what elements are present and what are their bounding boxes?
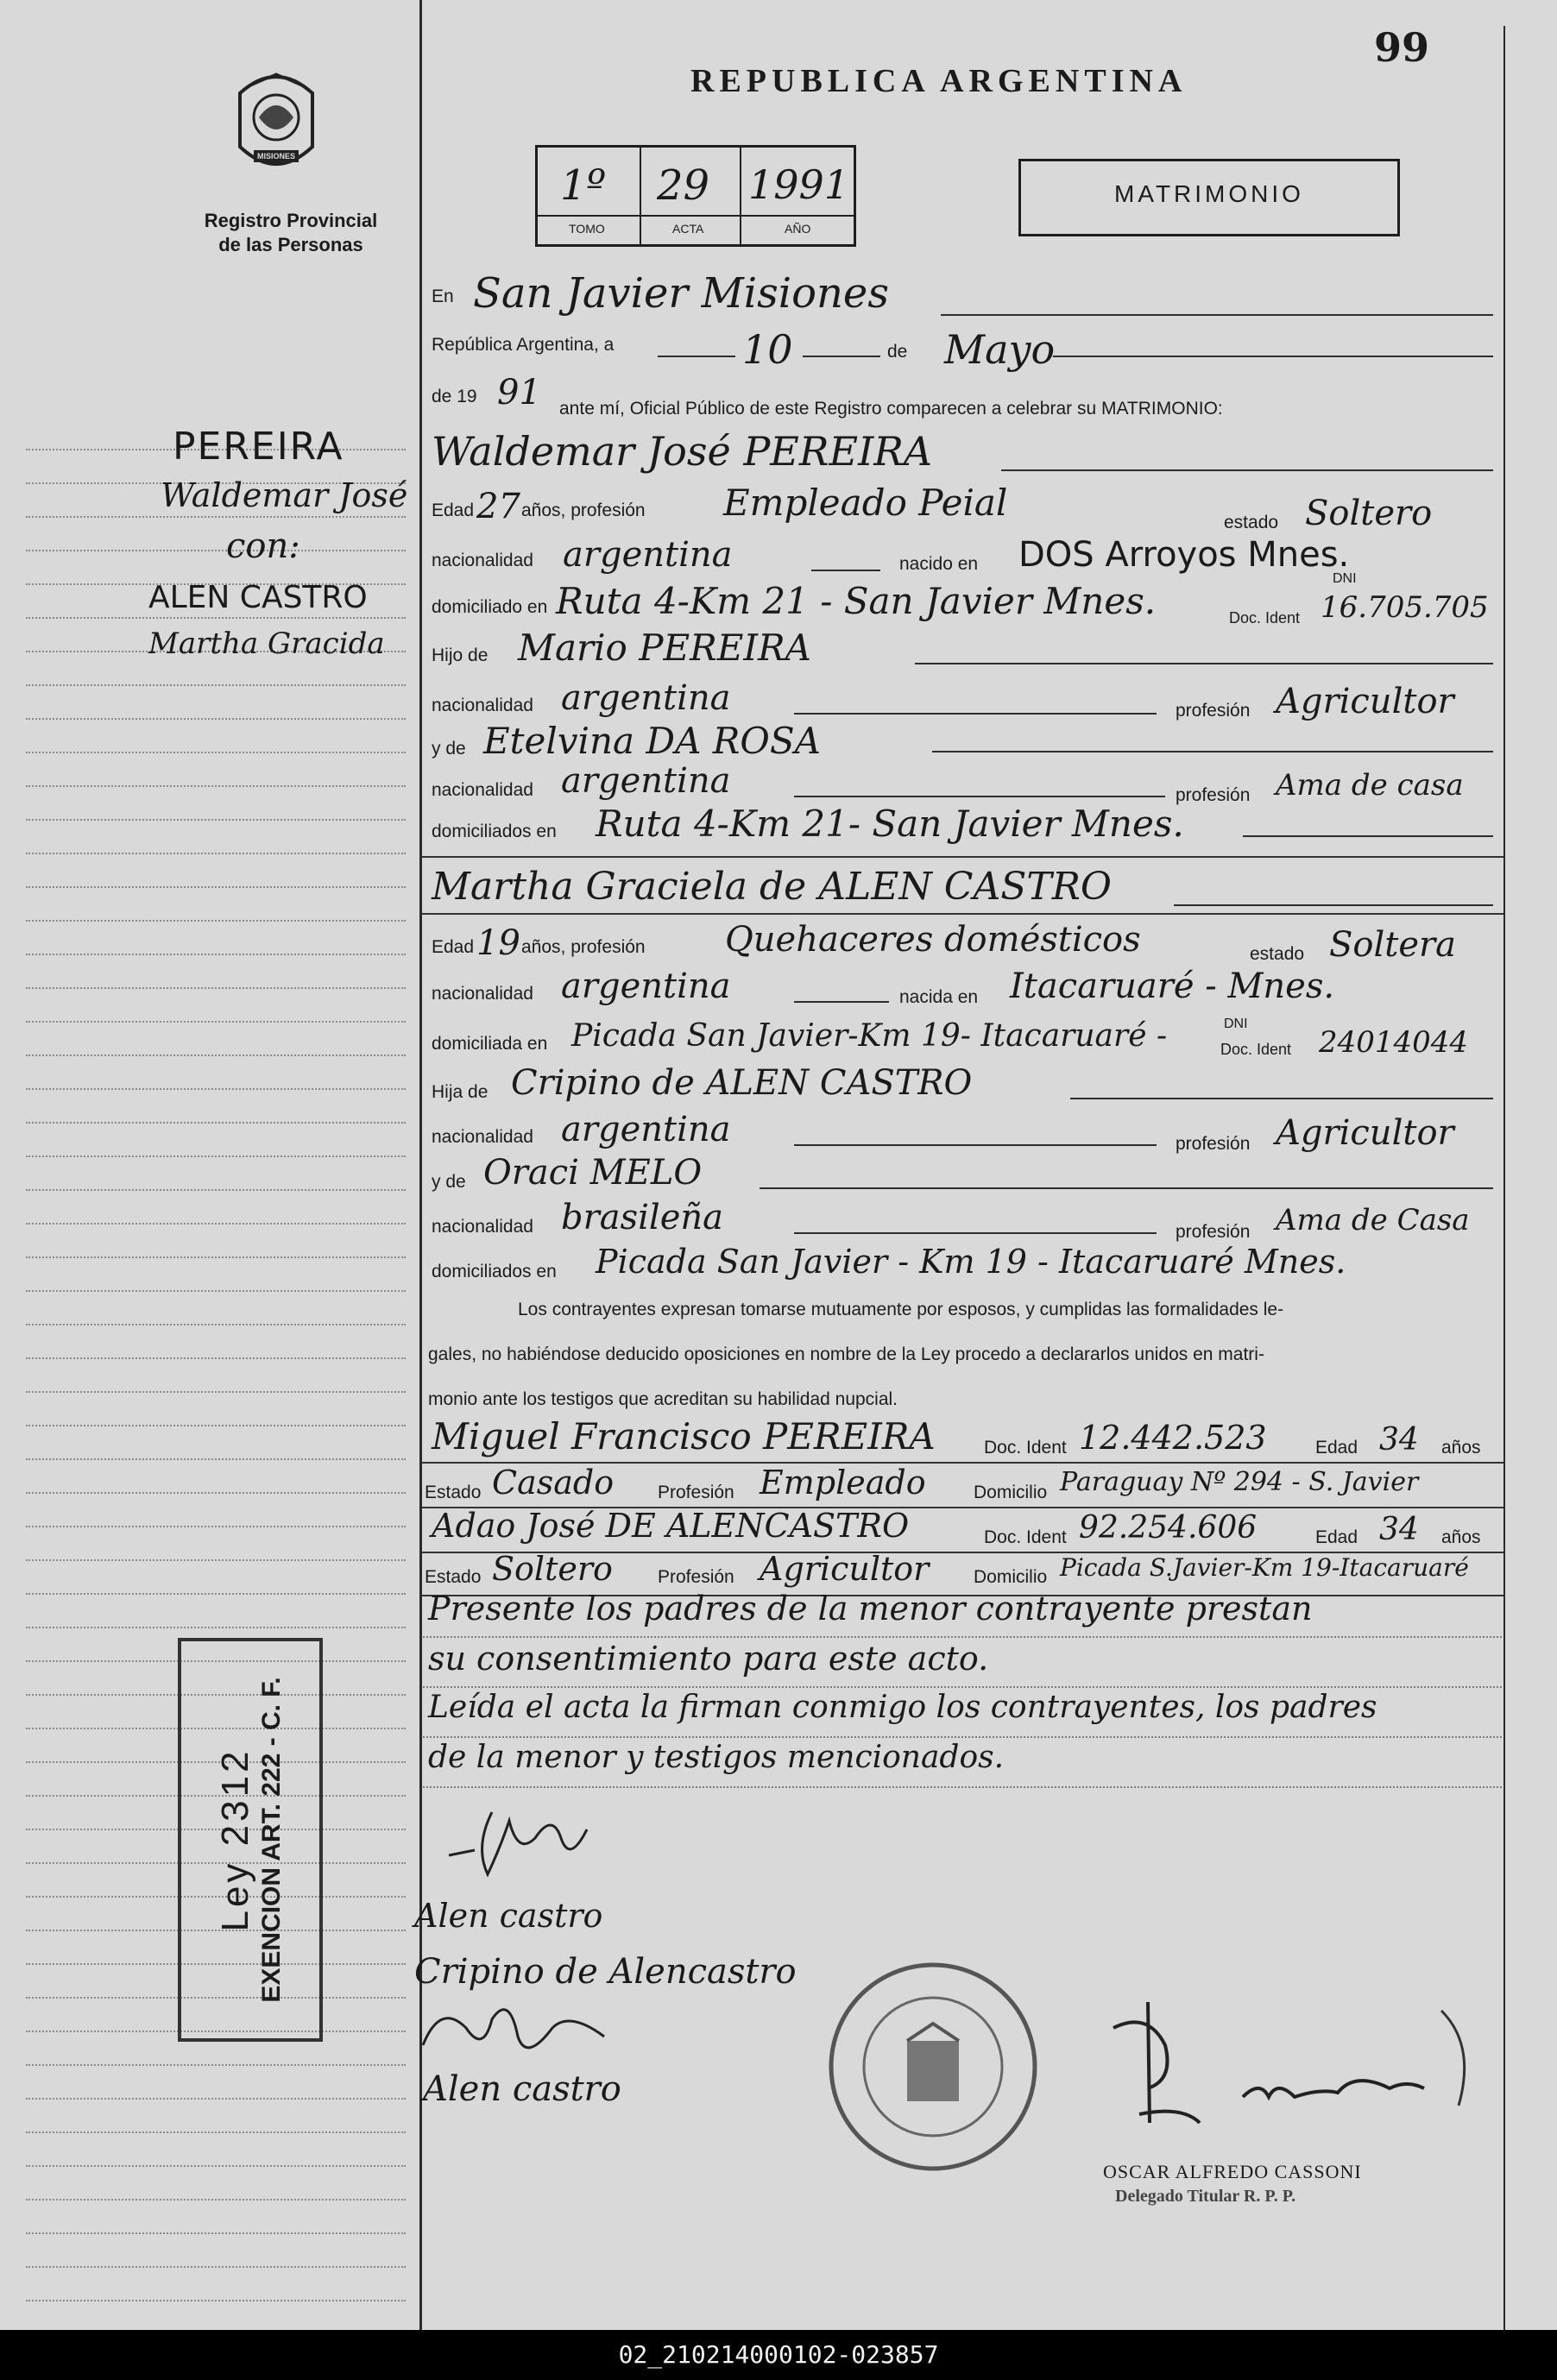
- groom-mother: Etelvina DA ROSA: [483, 720, 821, 762]
- right-border: [1503, 26, 1505, 2330]
- margin-rule: [26, 1391, 406, 1393]
- declaration-line-3: monio ante los testigos que acreditan su habilidad nupcial.: [428, 1389, 898, 1409]
- witness2-estado-label: Estado: [425, 1567, 482, 1587]
- witness1-dom-label: Domicilio: [974, 1483, 1048, 1502]
- acta-label: ACTA: [672, 222, 704, 236]
- margin-rule: [26, 1492, 406, 1494]
- groom-doc-number: 16.705.705: [1321, 590, 1489, 625]
- signature-bride: Alen castro: [414, 1897, 603, 1935]
- witness1-prof-label: Profesión: [658, 1483, 734, 1502]
- page-number: 99: [1374, 24, 1430, 71]
- witness1-anos-label: años: [1441, 1438, 1481, 1458]
- acta-value: 29: [657, 161, 710, 210]
- margin-rule: [26, 1021, 406, 1023]
- groom-yde-label: y de: [432, 739, 466, 759]
- groom-name: Waldemar José PEREIRA: [432, 428, 933, 475]
- margin-rule: [26, 886, 406, 888]
- margin-rule: [26, 2098, 406, 2100]
- witness2-dom-label: Domicilio: [974, 1567, 1048, 1587]
- groom-father-prof-label: profesión: [1176, 701, 1251, 721]
- bride-edad-label: Edad: [432, 937, 475, 957]
- bride-parents-address: Picada San Javier - Km 19 - Itacaruaré Mnes.: [596, 1243, 1346, 1281]
- groom-dom-label: domiciliado en: [432, 597, 548, 617]
- official-name: OSCAR ALFREDO CASSONI: [1103, 2161, 1362, 2182]
- groom-father-nat: argentina: [561, 678, 731, 718]
- margin-rule: [26, 718, 406, 720]
- witness2-anos-label: años: [1441, 1527, 1481, 1547]
- bride-mother-prof: Ama de Casa: [1276, 1203, 1470, 1237]
- bride-father-nat-label: nacionalidad: [432, 1127, 533, 1147]
- bride-parents-dom-label: domiciliados en: [432, 1262, 557, 1281]
- margin-rule: [26, 1559, 406, 1561]
- body-rule: [423, 1636, 1502, 1638]
- groom-parents-address: Ruta 4-Km 21- San Javier Mnes.: [596, 803, 1184, 845]
- official-round-seal: [825, 1959, 1041, 2179]
- body-rule: [423, 1686, 1502, 1688]
- official-signature: [1096, 1993, 1502, 2153]
- witness1-edad-label: Edad: [1315, 1438, 1358, 1458]
- tomo-value: 1º: [560, 161, 607, 210]
- groom-estado: Soltero: [1305, 494, 1433, 533]
- bride-name: Martha Graciela de ALEN CASTRO: [432, 865, 1112, 909]
- groom-doc-label: Doc. Ident: [1229, 609, 1301, 626]
- bride-mother-prof-label: profesión: [1176, 1222, 1251, 1242]
- intro-statement: ante mí, Oficial Público de este Registro comparecen a celebrar su MATRIMONIO:: [559, 399, 1223, 419]
- margin-rule: [26, 550, 406, 551]
- groom-mother-nat: argentina: [561, 761, 731, 801]
- exemption-stamp: [178, 1638, 323, 2042]
- notes-line-2: su consentimiento para este acto.: [428, 1640, 989, 1678]
- marriage-year: 91: [497, 373, 541, 412]
- bride-doc-number: 24014044: [1319, 1025, 1469, 1060]
- groom-age: 27: [476, 487, 520, 526]
- margin-rule: [26, 1189, 406, 1191]
- witness2-address: Picada S.Javier-Km 19-Itacaruaré: [1060, 1553, 1469, 1582]
- witness1-address: Paraguay Nº 294 - S. Javier: [1060, 1467, 1419, 1497]
- label-en: En: [432, 286, 454, 306]
- margin-rule: [26, 987, 406, 989]
- groom-anos-label: años, profesión: [521, 501, 646, 520]
- margin-rule: [26, 1088, 406, 1090]
- margin-rule: [26, 1223, 406, 1225]
- margin-rule: [26, 1055, 406, 1056]
- margin-rule: [26, 2300, 406, 2301]
- groom-mother-nat-label: nacionalidad: [432, 780, 533, 800]
- groom-father-prof: Agricultor: [1276, 682, 1454, 721]
- bride-estado-label: estado: [1250, 944, 1305, 964]
- country-title: REPUBLICA ARGENTINA: [690, 63, 1188, 99]
- margin-rule: [26, 1256, 406, 1258]
- witness2-estado: Soltero: [492, 1550, 613, 1588]
- bride-nac-label: nacionalidad: [432, 984, 533, 1004]
- bride-dom-label: domiciliada en: [432, 1034, 548, 1054]
- marriage-month: Mayo: [944, 326, 1056, 373]
- groom-nacido-label: nacido en: [899, 554, 979, 574]
- witness1-doc-label: Doc. Ident: [984, 1438, 1067, 1458]
- stamp-line-1: Ley 2312: [214, 1747, 256, 1932]
- bride-profession: Quehaceres domésticos: [725, 920, 1141, 960]
- margin-rule: [26, 954, 406, 955]
- registry-name: Registro Provincial de las Personas: [204, 210, 378, 255]
- witness2-prof-label: Profesión: [658, 1567, 734, 1587]
- margin-rule: [26, 516, 406, 518]
- label-year-prefix: de 19: [432, 387, 477, 406]
- body-rule: [423, 1736, 1502, 1738]
- marriage-place: San Javier Misiones: [473, 269, 889, 318]
- record-type: MATRIMONIO: [1114, 180, 1304, 207]
- bride-father-prof: Agricultor: [1276, 1113, 1454, 1153]
- margin-rule: [26, 819, 406, 821]
- bride-father-prof-label: profesión: [1176, 1134, 1251, 1154]
- margin-rule: [26, 2165, 406, 2167]
- margin-rule: [26, 1155, 406, 1157]
- body-rule: [423, 1786, 1502, 1788]
- margin-rule: [26, 752, 406, 753]
- margin-con: con:: [226, 526, 300, 566]
- margin-rule: [26, 1290, 406, 1292]
- bride-father-nat: argentina: [561, 1110, 731, 1149]
- groom-address: Ruta 4-Km 21 - San Javier Mnes.: [556, 580, 1157, 622]
- bride-nationality: argentina: [561, 966, 731, 1006]
- signature-groom: [440, 1795, 596, 1894]
- bride-address: Picada San Javier-Km 19- Itacaruaré -: [571, 1018, 1168, 1054]
- ano-value: 1991: [748, 161, 850, 208]
- registry-seal-logo: [231, 67, 321, 181]
- witness1-estado-label: Estado: [425, 1483, 482, 1502]
- bride-mother-nat-label: nacionalidad: [432, 1217, 533, 1237]
- groom-hijo-label: Hijo de: [432, 645, 489, 665]
- margin-rule: [26, 1122, 406, 1124]
- groom-doc-type: DNI: [1333, 571, 1357, 586]
- bride-doc-label: Doc. Ident: [1220, 1041, 1292, 1058]
- label-republica: República Argentina, a: [432, 335, 615, 355]
- bride-birthplace: Itacaruaré - Mnes.: [1010, 966, 1335, 1006]
- witness1-estado: Casado: [492, 1464, 615, 1502]
- official-title: Delegado Titular R. P. P.: [1115, 2187, 1296, 2206]
- bride-age: 19: [476, 923, 520, 963]
- marriage-day: 10: [742, 326, 793, 373]
- signature-bride-father: Cripino de Alencastro: [414, 1952, 797, 1992]
- groom-father-nat-label: nacionalidad: [432, 696, 533, 715]
- record-type-box: [1018, 159, 1400, 236]
- witness2-age: 34: [1379, 1512, 1419, 1547]
- groom-mother-prof-label: profesión: [1176, 785, 1251, 805]
- margin-rule: [26, 1593, 406, 1595]
- margin-rule: [26, 2266, 406, 2268]
- notes-line-4: de la menor y testigos mencionados.: [428, 1740, 1005, 1775]
- margin-surname: PEREIRA: [173, 425, 344, 469]
- witness1-profession: Empleado: [760, 1464, 926, 1502]
- bride-hija-label: Hija de: [432, 1082, 489, 1102]
- bride-father: Cripino de ALEN CASTRO: [511, 1063, 973, 1103]
- margin-rule: [26, 1425, 406, 1426]
- witness2-doc: 92.254.606: [1079, 1510, 1258, 1546]
- margin-rule: [26, 1324, 406, 1325]
- margin-rule: [26, 684, 406, 686]
- witness1-name: Miguel Francisco PEREIRA: [432, 1415, 936, 1458]
- signature-bride-mother: Alen castro: [423, 2069, 621, 2109]
- groom-parents-dom-label: domiciliados en: [432, 822, 557, 841]
- tomo-label: TOMO: [569, 222, 605, 236]
- seal-text: MISIONES: [257, 152, 296, 161]
- scan-identifier: 02_210214000102-023857: [0, 2330, 1557, 2380]
- margin-rule: [26, 1357, 406, 1359]
- witness2-profession: Agricultor: [760, 1550, 930, 1588]
- witness2-edad-label: Edad: [1315, 1527, 1358, 1547]
- groom-estado-label: estado: [1224, 513, 1279, 532]
- margin-rule: [26, 1526, 406, 1527]
- bride-mother-nat: brasileña: [561, 1198, 723, 1237]
- stamp-line-2: EXENCION ART. 222 - C. F.: [257, 1677, 286, 2003]
- witness1-doc: 12.442.523: [1079, 1419, 1267, 1457]
- witness2-doc-label: Doc. Ident: [984, 1527, 1067, 1547]
- margin-rule: [26, 920, 406, 922]
- groom-father: Mario PEREIRA: [518, 626, 811, 669]
- declaration-line-2: gales, no habiéndose deducido oposiciones en nombre de la Ley procedo a declararlos unidos en matri-: [428, 1344, 1264, 1364]
- notes-line-3: Leída el acta la firman conmigo los contrayentes, los padres: [428, 1690, 1377, 1725]
- bride-nacida-label: nacida en: [899, 987, 979, 1007]
- margin-rule: [26, 2064, 406, 2066]
- groom-mother-prof: Ama de casa: [1276, 768, 1464, 803]
- margin-rule: [26, 2131, 406, 2133]
- margin-rule: [26, 1458, 406, 1460]
- margin-bride-name: Martha Gracida: [148, 626, 385, 661]
- record-number-box: [535, 145, 856, 247]
- bride-yde-label: y de: [432, 1172, 466, 1192]
- groom-nac-label: nacionalidad: [432, 551, 533, 570]
- notes-line-1: Presente los padres de la menor contrayente prestan: [428, 1590, 1313, 1628]
- margin-rule: [26, 2232, 406, 2234]
- margin-rule: [26, 617, 406, 619]
- groom-profession: Empleado Peial: [723, 482, 1008, 524]
- ano-label: AÑO: [785, 222, 811, 236]
- groom-edad-label: Edad: [432, 501, 475, 520]
- bride-estado: Soltera: [1329, 925, 1456, 965]
- margin-rule: [26, 853, 406, 854]
- groom-nationality: argentina: [563, 535, 733, 575]
- label-de: de: [887, 342, 908, 362]
- witness2-name: Adao José DE ALENCASTRO: [432, 1507, 910, 1545]
- bride-mother: Oraci MELO: [483, 1153, 703, 1193]
- signature-witness: [414, 1993, 621, 2075]
- margin-rule: [26, 1627, 406, 1628]
- witness1-age: 34: [1379, 1422, 1419, 1458]
- margin-bride-surname: ALEN CASTRO: [148, 580, 368, 615]
- margin-rule: [26, 785, 406, 787]
- declaration-line-1: Los contrayentes expresan tomarse mutuamente por esposos, y cumplidas las formalidades le-: [518, 1300, 1284, 1319]
- groom-birthplace: DOS Arroyos Mnes.: [1018, 535, 1350, 575]
- bride-doc-type: DNI: [1224, 1017, 1248, 1031]
- bride-anos-label: años, profesión: [521, 937, 646, 957]
- margin-rule: [26, 2199, 406, 2201]
- margin-given-name: Waldemar José: [161, 476, 408, 514]
